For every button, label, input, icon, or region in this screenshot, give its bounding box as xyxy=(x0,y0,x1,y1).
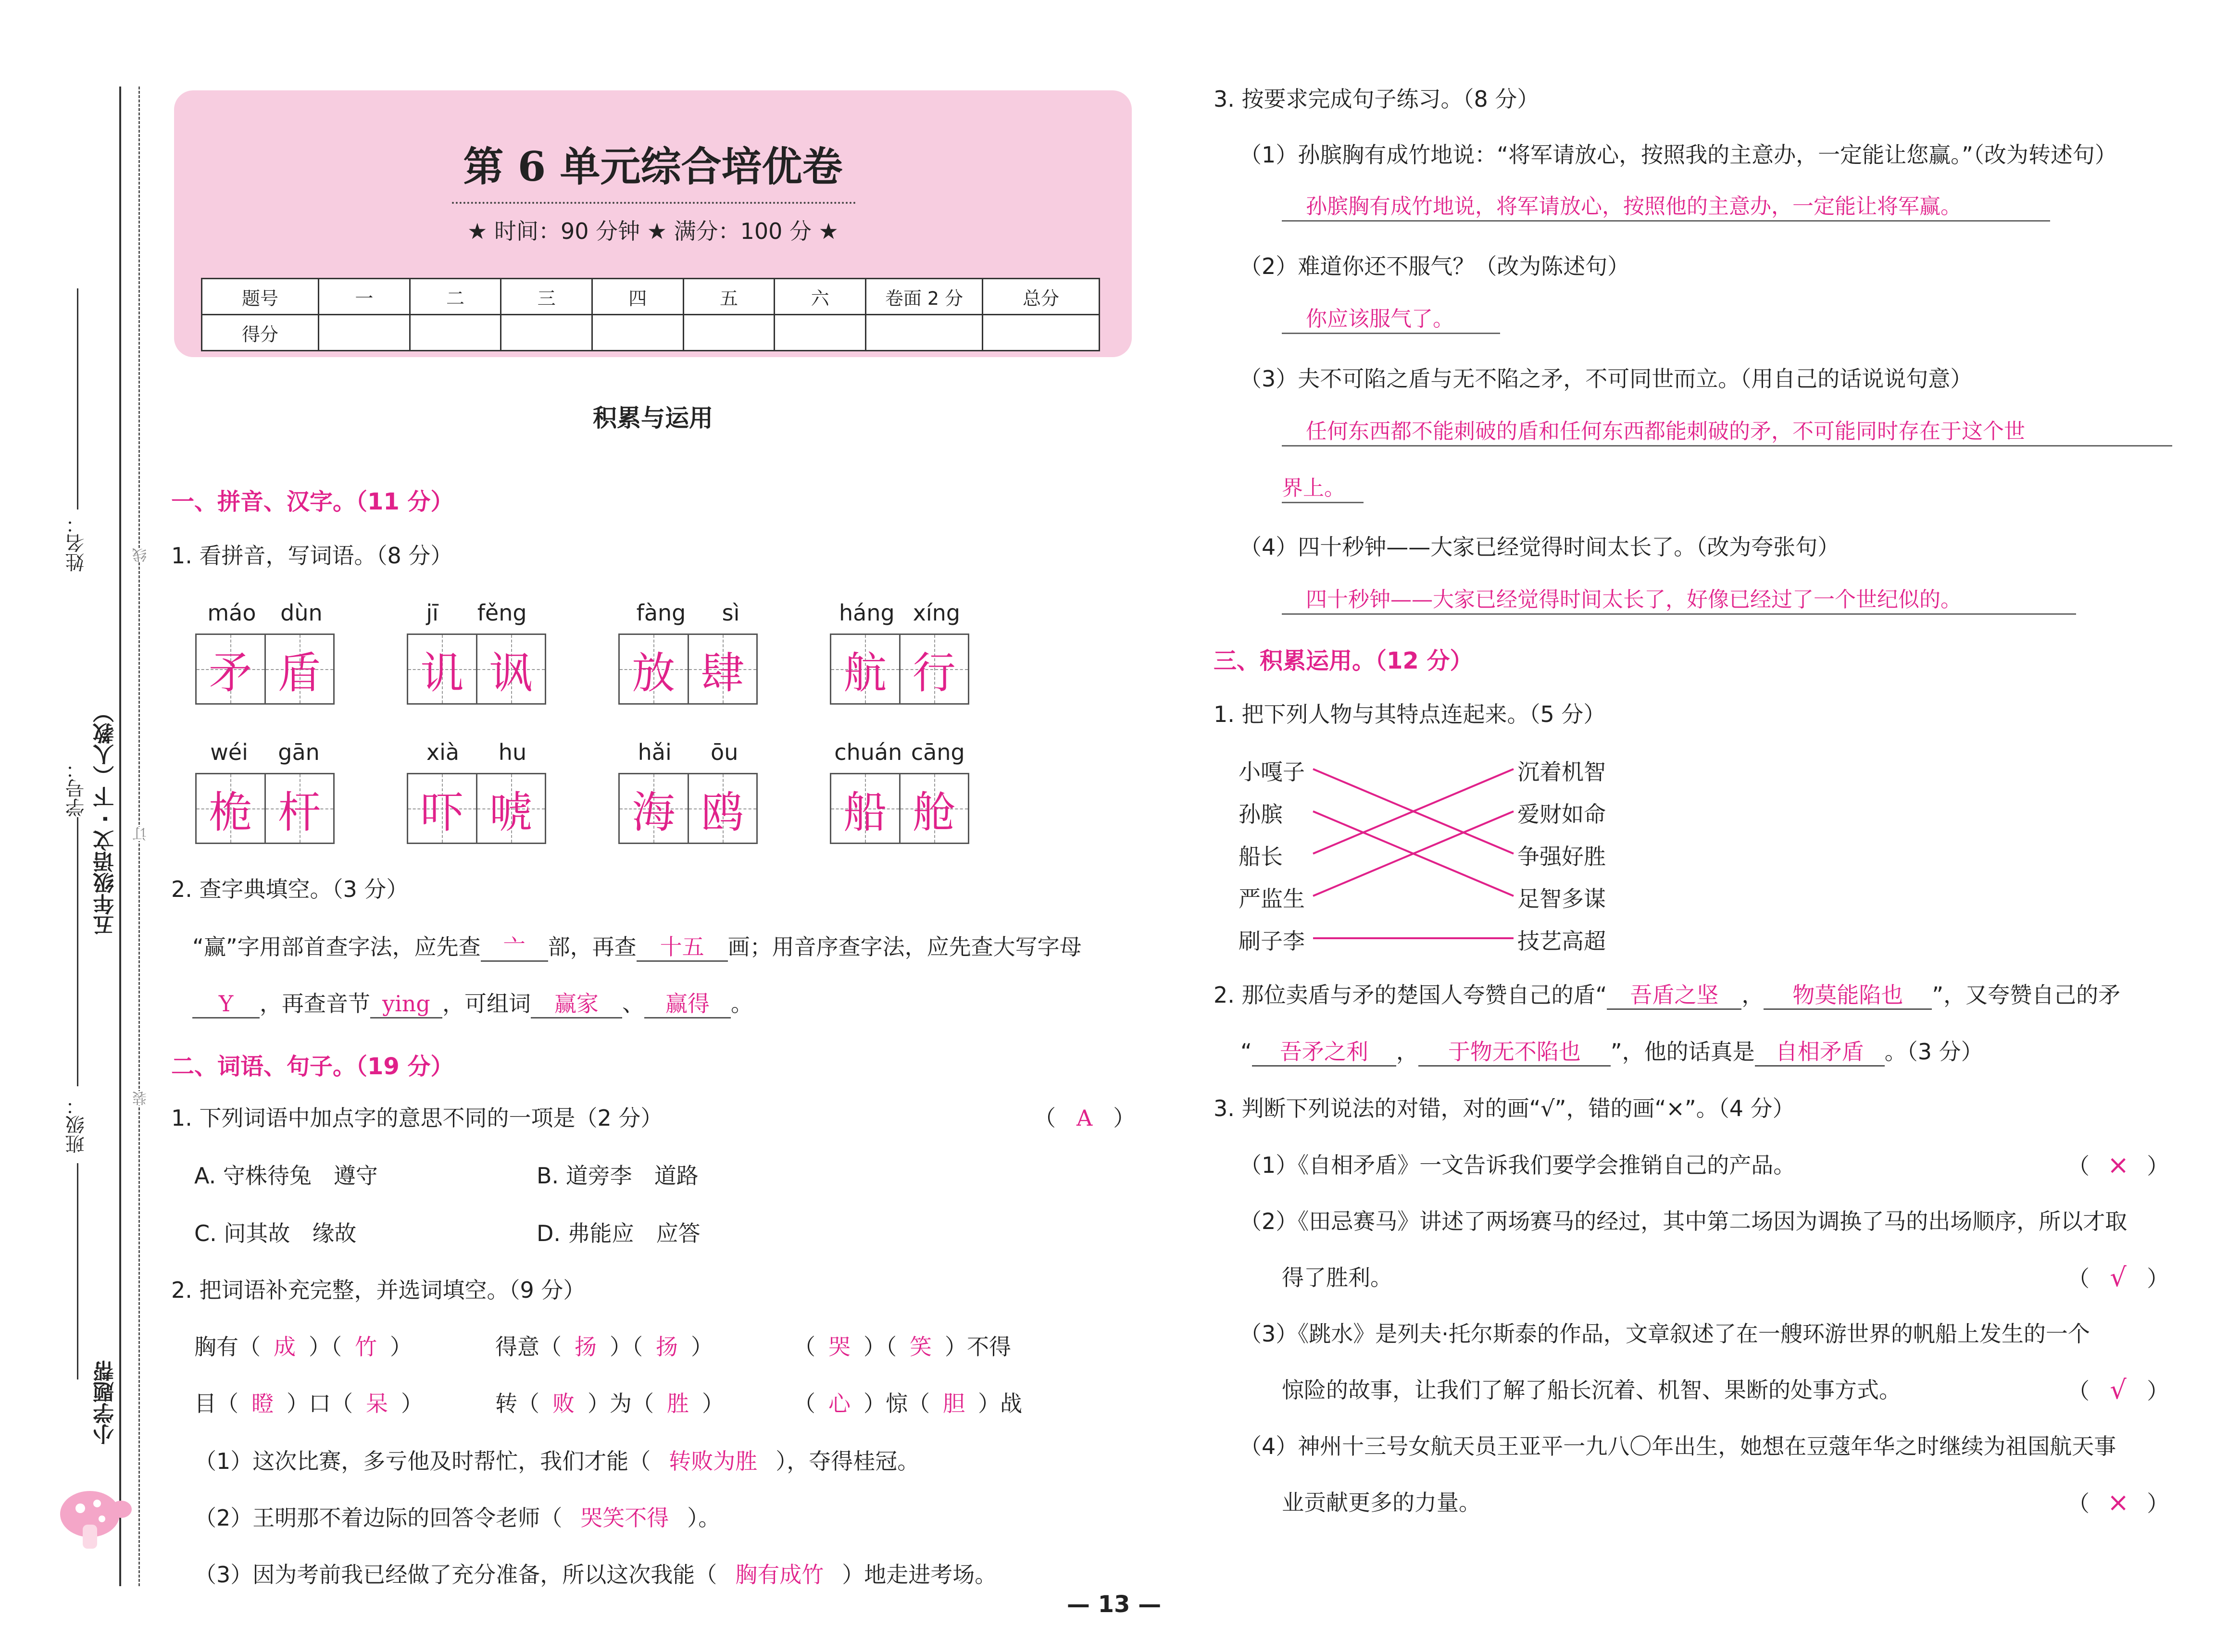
match-left-item[interactable]: 船长 xyxy=(1239,844,1283,869)
pinyin-syllable: gān xyxy=(278,739,320,765)
answer-blank[interactable]: 吾矛之利 xyxy=(1252,1038,1396,1067)
option-b[interactable]: B. 道旁李 道路 xyxy=(537,1163,699,1189)
pinyin-word xyxy=(830,600,969,705)
tianzige-boxes xyxy=(618,633,758,705)
text: ）（ xyxy=(309,1334,342,1360)
tianzige-boxes xyxy=(195,633,335,705)
text: （ xyxy=(793,1334,815,1360)
text: （ xyxy=(793,1391,815,1416)
pinyin-syllable: sì xyxy=(722,600,740,626)
idiom-answer[interactable]: 胜 xyxy=(667,1391,689,1416)
table-cell: 得分 xyxy=(202,315,319,351)
answer-char: 行 xyxy=(912,648,956,698)
idiom-answer[interactable]: 扬 xyxy=(656,1334,678,1360)
text: ）惊（ xyxy=(864,1391,930,1416)
id-underline xyxy=(77,817,78,1086)
matching-exercise xyxy=(1239,755,1671,966)
pinyin-syllable: máo xyxy=(207,600,256,626)
answer-blank[interactable]: 赢得 xyxy=(644,990,731,1019)
answer-char: 舱 xyxy=(912,787,956,838)
answer-char: 桅 xyxy=(209,787,252,838)
name-underline xyxy=(77,288,78,509)
answer-char: 讥 xyxy=(420,648,464,698)
idiom-choice[interactable]: 转败为胜 xyxy=(669,1448,758,1474)
idiom-row-1b xyxy=(495,1332,713,1361)
pinyin-syllable: ōu xyxy=(711,739,738,765)
tianzige-cell[interactable] xyxy=(476,774,545,843)
text: ，可组词 xyxy=(442,991,531,1017)
part2-q1-prompt: 1. 下列词语中加点字的意思不同的一项是（2 分） xyxy=(171,1105,663,1131)
judgement-answer[interactable]: （ √ ） xyxy=(2067,1375,2169,1405)
answer-blank[interactable]: 自相矛盾 xyxy=(1755,1038,1885,1067)
rewrite-q2: （2）难道你还不服气？（改为陈述句） xyxy=(1239,253,1630,279)
option-d[interactable]: D. 弗能应 应答 xyxy=(537,1220,701,1246)
answer-choice[interactable]: A xyxy=(1076,1105,1093,1131)
tianzige-cell[interactable] xyxy=(688,635,757,703)
part2-q3-prompt: 3. 按要求完成句子练习。（8 分） xyxy=(1214,86,1540,112)
rewrite-q1: （1）孙膑胸有成竹地说：“将军请放心，按照我的主意办，一定能让您赢。”（改为转述句） xyxy=(1239,142,2117,168)
brand-label: 小学题帮 xyxy=(93,1360,118,1445)
idiom-answer[interactable]: 瞪 xyxy=(251,1391,274,1416)
pinyin-word xyxy=(195,600,335,705)
idiom-answer[interactable]: 扬 xyxy=(575,1334,597,1360)
answer-char: 放 xyxy=(632,648,676,698)
judgement-text: 业贡献更多的力量。 xyxy=(1282,1490,1481,1515)
text: ”，他的话真是 xyxy=(1610,1039,1755,1065)
judgement-mark: √ xyxy=(2110,1262,2127,1292)
judgement-text: 惊险的故事，让我们了解了船长沉着、机智、果断的处事方式。 xyxy=(1282,1377,1901,1403)
part3-q1-prompt: 1. 把下列人物与其特点连起来。（5 分） xyxy=(1214,701,1606,727)
table-cell: 总分 xyxy=(983,279,1100,315)
cut-char-1: 线 xyxy=(131,548,152,562)
idiom-row-1 xyxy=(194,1332,412,1361)
table-cell: 卷面 2 分 xyxy=(866,279,983,315)
rewrite-a2[interactable] xyxy=(1282,306,1500,334)
answer-char: 鸥 xyxy=(701,787,744,838)
tianzige-boxes xyxy=(407,773,546,844)
answer-text: 任何东西都不能刺破的盾和任何东西都能刺破的矛，不可能同时存在于这个世 xyxy=(1306,419,2025,444)
text: ， xyxy=(1741,982,1764,1008)
answer-blank[interactable]: 亠 xyxy=(481,933,548,962)
answer-char: 吓 xyxy=(420,787,464,838)
part1-q2-prompt: 2. 查字典填空。（3 分） xyxy=(171,876,409,902)
answer-blank[interactable]: 吾盾之坚 xyxy=(1607,981,1741,1010)
answer-text: 你应该服气了。 xyxy=(1306,307,1454,331)
tianzige-cell[interactable] xyxy=(476,635,545,703)
pinyin-row xyxy=(407,739,546,773)
part3-q3-prompt: 3. 判断下列说法的对错，对的画“√”，错的画“×”。（4 分） xyxy=(1214,1095,1795,1121)
idiom-answer[interactable]: 哭 xyxy=(828,1334,851,1360)
match-right-item[interactable]: 技艺高超 xyxy=(1517,928,1606,954)
match-left-item[interactable]: 刷子李 xyxy=(1239,928,1305,954)
part1-q1-prompt: 1. 看拼音，写词语。（8 分） xyxy=(171,543,453,569)
text: ）口（ xyxy=(287,1391,353,1416)
answer-blank[interactable]: 赢家 xyxy=(531,990,622,1019)
idiom-row-2 xyxy=(194,1389,423,1418)
option-a[interactable]: A. 守株待兔 遵守 xyxy=(194,1163,378,1189)
rewrite-a3-line1[interactable] xyxy=(1282,418,2172,447)
pinyin-row xyxy=(618,739,758,773)
table-cell: 二 xyxy=(410,279,501,315)
idiom-answer[interactable]: 笑 xyxy=(910,1334,932,1360)
text: 。（3 分） xyxy=(1884,1039,1983,1065)
tianzige-cell[interactable] xyxy=(831,774,899,843)
text: ）（ xyxy=(610,1334,643,1360)
pinyin-row xyxy=(407,600,546,633)
match-right-item[interactable]: 足智多谋 xyxy=(1517,886,1606,912)
section-title: 积累与运用 xyxy=(593,404,713,432)
table-cell[interactable] xyxy=(410,315,501,351)
text: ”，又夸赞自己的矛 xyxy=(1932,982,2121,1008)
pinyin-syllable: xíng xyxy=(913,600,961,626)
tianzige-boxes xyxy=(407,633,546,705)
book-label: 五年级语文 · 下（人教） xyxy=(93,702,118,936)
score-table xyxy=(201,278,1100,351)
judgement-text: 得了胜利。 xyxy=(1282,1265,1392,1291)
match-left-item[interactable]: 小嘎子 xyxy=(1239,759,1305,785)
answer-char: 唬 xyxy=(489,787,533,838)
match-right-item[interactable]: 爱财如命 xyxy=(1517,801,1606,827)
part2-q2-prompt: 2. 把词语补充完整，并选词填空。（9 分） xyxy=(171,1277,586,1303)
cut-char-2: 订 xyxy=(131,827,152,841)
answer-char: 海 xyxy=(632,787,676,838)
tianzige-cell[interactable] xyxy=(408,635,476,703)
table-cell[interactable] xyxy=(319,315,410,351)
table-cell[interactable] xyxy=(775,315,866,351)
pinyin-syllable: xià xyxy=(426,739,460,765)
idiom-answer[interactable]: 败 xyxy=(552,1391,575,1416)
answer-char: 杆 xyxy=(277,787,321,838)
text: 转（ xyxy=(495,1391,539,1416)
text: ，再查音节 xyxy=(260,991,370,1017)
tianzige-boxes xyxy=(618,773,758,844)
part1-heading: 一、拼音、汉字。（11 分） xyxy=(171,488,454,515)
idiom-answer[interactable]: 胆 xyxy=(943,1391,965,1416)
answer-char: 矛 xyxy=(209,648,252,698)
text: 得意（ xyxy=(495,1334,562,1360)
part3-q2-line1 xyxy=(1214,981,2120,1010)
judgement-mark: √ xyxy=(2110,1375,2127,1405)
tianzige-cell[interactable] xyxy=(264,774,334,843)
text: ）不得 xyxy=(945,1334,1011,1360)
table-cell[interactable] xyxy=(501,315,592,351)
option-c[interactable]: C. 问其故 缘故 xyxy=(194,1220,357,1246)
answer-blank[interactable]: 十五 xyxy=(637,933,728,962)
pinyin-syllable: wéi xyxy=(210,739,248,765)
page-subtitle: ★ 时间：90 分钟 ★ 满分：100 分 ★ xyxy=(467,218,839,244)
text: 部，再查 xyxy=(548,934,637,960)
tianzige-boxes xyxy=(830,773,969,844)
rewrite-q4: （4）四十秒钟——大家已经觉得时间太长了。（改为夸张句） xyxy=(1239,534,1840,560)
text: 。 xyxy=(731,991,753,1017)
table-cell: 题号 xyxy=(202,279,319,315)
text: （1）这次比赛，多亏他及时帮忙，我们才能（ xyxy=(194,1448,651,1474)
judgement-mark: × xyxy=(2107,1487,2129,1517)
text: 、 xyxy=(622,991,644,1017)
tianzige-cell[interactable] xyxy=(831,635,899,703)
table-cell[interactable] xyxy=(683,315,775,351)
text: ） xyxy=(390,1334,412,1360)
id-label: 学号： xyxy=(65,759,88,817)
tianzige-cell[interactable] xyxy=(620,635,688,703)
part1-q2-line2 xyxy=(192,989,753,1019)
tianzige-cell[interactable] xyxy=(899,635,968,703)
pinyin-row xyxy=(195,600,335,633)
tianzige-boxes xyxy=(195,773,335,844)
judgement-mark: × xyxy=(2107,1150,2129,1180)
table-cell: 三 xyxy=(501,279,592,315)
pinyin-word xyxy=(618,739,758,844)
judgement-answer[interactable]: （ × ） xyxy=(2067,1150,2169,1180)
text: ）为（ xyxy=(588,1391,654,1416)
answer-char: 肆 xyxy=(701,648,744,698)
text: ） xyxy=(702,1391,724,1416)
pinyin-syllable: háng xyxy=(839,600,895,626)
text: （3）因为考前我已经做了充分准备，所以这次我能（ xyxy=(194,1562,717,1588)
text: ） xyxy=(691,1334,713,1360)
table-cell: 一 xyxy=(319,279,410,315)
answer-char: 讽 xyxy=(489,648,533,698)
text: 2. 那位卖盾与矛的楚国人夸赞自己的盾“ xyxy=(1214,982,1607,1008)
mushroom-logo xyxy=(54,1480,136,1553)
pinyin-syllable: fěng xyxy=(477,600,527,626)
match-right-item[interactable]: 争强好胜 xyxy=(1517,844,1606,869)
answer-text: 孙膑胸有成竹地说，将军请放心，按照他的主意办，一定能让将军赢。 xyxy=(1306,194,1962,219)
table-cell[interactable] xyxy=(983,315,1100,351)
judgement-text: （3）《跳水》是列夫·托尔斯泰的作品，文章叙述了在一艘环游世界的帆船上发生的一个 xyxy=(1239,1321,2090,1347)
tianzige-cell[interactable] xyxy=(197,774,264,843)
answer-char: 盾 xyxy=(277,648,321,698)
title-dotted-rule xyxy=(452,202,856,204)
pinyin-word xyxy=(830,739,969,844)
pinyin-row xyxy=(618,600,758,633)
page-title: 第 6 单元综合培优卷 xyxy=(463,143,843,190)
pinyin-word xyxy=(407,739,546,844)
pinyin-syllable: cāng xyxy=(911,739,965,765)
part1-q2-line1 xyxy=(192,932,1082,962)
rewrite-a4[interactable] xyxy=(1282,586,2076,615)
text: “ xyxy=(1240,1039,1252,1065)
tianzige-cell[interactable] xyxy=(408,774,476,843)
answer-blank[interactable]: 物莫能陷也 xyxy=(1764,981,1932,1010)
fill-sentence-1 xyxy=(194,1447,919,1476)
pinyin-word xyxy=(407,600,546,705)
fill-sentence-2 xyxy=(194,1503,720,1532)
judgement-answer[interactable]: （ × ） xyxy=(2067,1487,2169,1517)
rewrite-a3-line2[interactable] xyxy=(1282,475,1364,503)
match-left-item[interactable]: 孙膑 xyxy=(1239,801,1283,827)
pinyin-syllable: hu xyxy=(498,739,527,765)
idiom-answer[interactable]: 心 xyxy=(828,1391,851,1416)
idiom-answer[interactable]: 竹 xyxy=(355,1334,377,1360)
pinyin-row xyxy=(830,739,969,773)
answer-char: 船 xyxy=(843,787,887,838)
part3-q2-line2 xyxy=(1240,1037,1983,1067)
answer-blank[interactable]: ying xyxy=(370,990,442,1019)
idiom-row-2c xyxy=(793,1389,1022,1418)
page-number: — 13 — xyxy=(1066,1591,1162,1618)
idiom-answer[interactable]: 呆 xyxy=(366,1391,388,1416)
score-table-header-row xyxy=(202,279,1100,315)
text: 目（ xyxy=(194,1391,238,1416)
table-cell[interactable] xyxy=(592,315,683,351)
cut-char-3: 装 xyxy=(131,1091,152,1105)
rewrite-a1[interactable] xyxy=(1282,193,2050,222)
tianzige-cell[interactable] xyxy=(197,635,264,703)
pinyin-row xyxy=(830,600,969,633)
table-cell: 四 xyxy=(592,279,683,315)
text: 画；用音序查字法，应先查大写字母 xyxy=(727,934,1082,960)
part3-heading: 三、积累运用。（12 分） xyxy=(1214,647,1473,674)
pinyin-syllable: chuán xyxy=(834,739,902,765)
tianzige-cell[interactable] xyxy=(620,774,688,843)
text: ）。 xyxy=(687,1505,721,1531)
tianzige-cell[interactable] xyxy=(264,635,334,703)
rewrite-q3: （3）夫不可陷之盾与无不陷之矛，不可同世而立。（用自己的话说说句意） xyxy=(1239,366,1973,392)
tianzige-boxes xyxy=(830,633,969,705)
class-label: 班级： xyxy=(65,1096,88,1154)
idiom-answer[interactable]: 成 xyxy=(274,1334,296,1360)
score-table-score-row xyxy=(202,315,1100,351)
pinyin-word xyxy=(618,600,758,705)
text: ）战 xyxy=(978,1391,1022,1416)
idiom-row-2b xyxy=(495,1389,724,1418)
table-cell: 六 xyxy=(775,279,866,315)
pinyin-word xyxy=(195,739,335,844)
fill-sentence-3 xyxy=(194,1560,997,1589)
match-left-item[interactable]: 严监生 xyxy=(1239,886,1305,912)
answer-text: 界上。 xyxy=(1282,476,1345,500)
pinyin-row xyxy=(195,739,335,773)
text: “赢”字用部首查字法，应先查 xyxy=(192,934,481,960)
judgement-text: （1）《自相矛盾》一文告诉我们要学会推销自己的产品。 xyxy=(1239,1152,1796,1178)
match-right-item[interactable]: 沉着机智 xyxy=(1517,759,1606,785)
text: ， xyxy=(1396,1039,1418,1065)
text: ） xyxy=(401,1391,423,1416)
text: ）（ xyxy=(864,1334,897,1360)
idiom-choice[interactable]: 哭笑不得 xyxy=(580,1505,669,1531)
pinyin-syllable: hǎi xyxy=(638,739,672,765)
table-cell[interactable] xyxy=(866,315,983,351)
idiom-choice[interactable]: 胸有成竹 xyxy=(735,1562,824,1588)
text: ）地走进考场。 xyxy=(842,1562,997,1588)
text: ），夺得桂冠。 xyxy=(776,1448,920,1474)
judgement-text: （4）神州十三号女航天员王亚平一九八〇年出生，她想在豆蔻年华之时继续为祖国航天事 xyxy=(1239,1433,2116,1459)
answer-blank[interactable]: 于物无不陷也 xyxy=(1418,1038,1611,1067)
tianzige-cell[interactable] xyxy=(899,774,968,843)
pinyin-syllable: jī xyxy=(426,600,438,626)
text: 胸有（ xyxy=(194,1334,261,1360)
pinyin-syllable: fàng xyxy=(636,600,686,626)
judgement-text: （2）《田忌赛马》讲述了两场赛马的经过，其中第二场因为调换了马的出场顺序，所以才取 xyxy=(1239,1208,2128,1234)
text: （2）王明那不着边际的回答令老师（ xyxy=(194,1505,563,1531)
answer-char: 航 xyxy=(843,648,887,698)
pinyin-syllable: dùn xyxy=(280,600,323,626)
judgement-answer[interactable]: （ √ ） xyxy=(2067,1262,2169,1292)
table-cell: 五 xyxy=(683,279,775,315)
answer-text: 四十秒钟——大家已经觉得时间太长了，好像已经过了一个世纪似的。 xyxy=(1306,587,1962,612)
idiom-row-1c xyxy=(793,1332,1011,1361)
class-underline xyxy=(77,1163,78,1379)
part2-heading: 二、词语、句子。（19 分） xyxy=(171,1053,454,1080)
tianzige-cell[interactable] xyxy=(688,774,757,843)
part2-q1-answer: （ A ） xyxy=(1034,1104,1135,1132)
answer-blank[interactable]: Y xyxy=(192,990,260,1019)
name-label: 姓名： xyxy=(65,514,88,572)
